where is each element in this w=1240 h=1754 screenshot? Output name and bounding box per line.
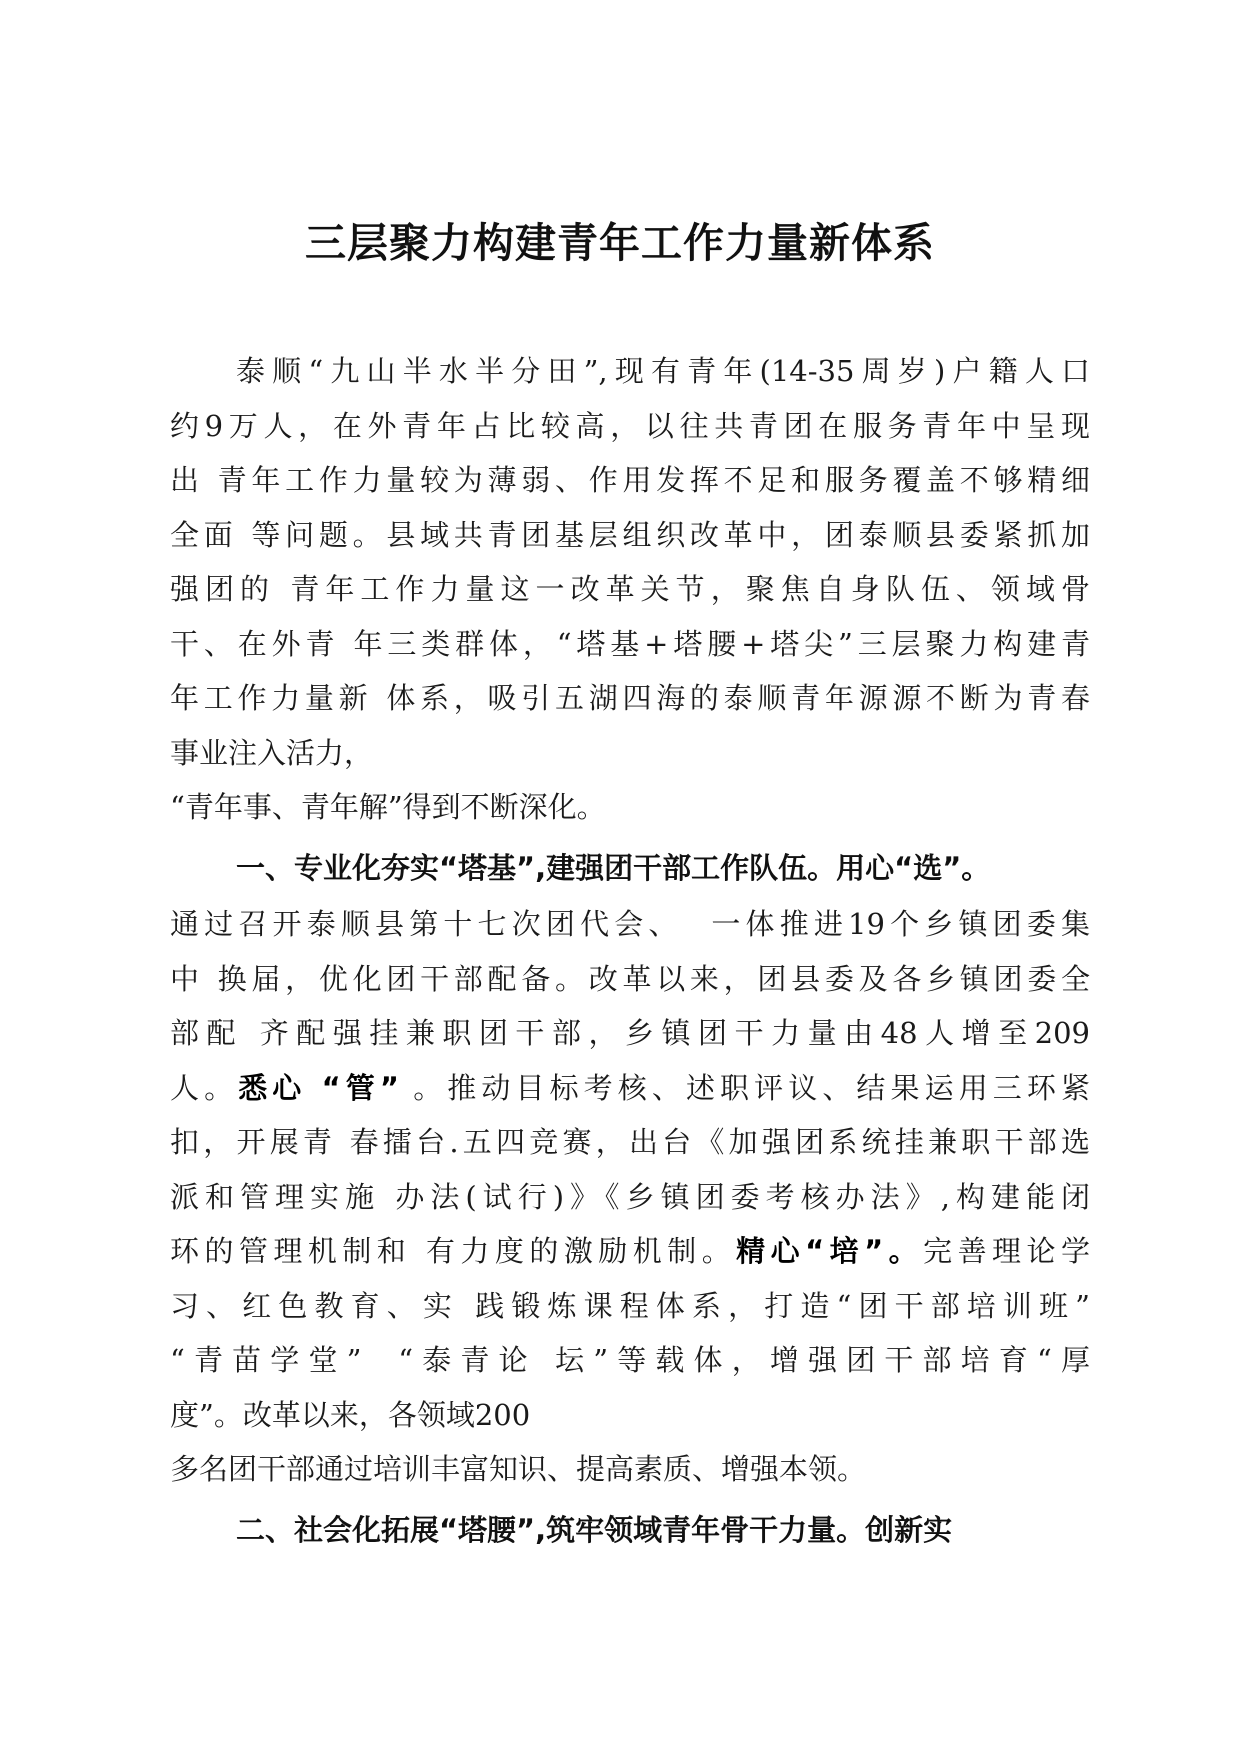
section-heading-1: 一、专业化夯实“塔基”,建强团干部工作队伍。用心“选”。 [236, 850, 991, 885]
document-body [170, 344, 1090, 1559]
text-line-mixed [170, 1061, 1090, 1116]
text-line: “青年事、青年解”得到不断深化。 [170, 790, 606, 824]
text-run: 完善理论学 [923, 1234, 1090, 1268]
bold-keyword-manage: 悉心 “管” [238, 1070, 399, 1105]
text-line: 习、红色教育、实 践锻炼课程体系，打造“团干部培训班” [170, 1288, 1090, 1323]
text-line: 干、在外青 年三类群体，“塔基+塔腰+塔尖”三层聚力构建青 [170, 626, 1090, 661]
bold-keyword-train: 精心“培”。 [736, 1234, 924, 1268]
text-line: 度”。改革以来，各领域200 [170, 1397, 531, 1432]
text-line: 通过召开泰顺县第十七次团代会、 一体推进19个乡镇团委集 [170, 907, 1090, 941]
text-run: 人。 [170, 1070, 239, 1105]
text-line: 部配 齐配强挂兼职团干部，乡镇团干力量由48人增至209 [170, 1016, 1090, 1050]
text-line: 扣，开展青 春擂台.五四竞赛，出台《加强团系统挂兼职干部选 [170, 1125, 1090, 1159]
text-line-mixed [170, 1224, 1090, 1279]
document-title: 三层聚力构建青年工作力量新体系 [305, 219, 935, 267]
text-line: 中 换届，优化团干部配备。改革以来，团县委及各乡镇团委全 [170, 961, 1090, 996]
text-line: 多名团干部通过培训丰富知识、提高素质、增强本领。 [170, 1452, 867, 1486]
text-run: 。推动目标考核、述职评议、结果运用三环紧 [398, 1070, 1090, 1105]
text-line: 泰顺“九山半水半分田”,现有青年(14-35周岁)户籍人口 [236, 354, 1090, 388]
text-line: 年工作力量新 体系，吸引五湖四海的泰顺青年源源不断为青春 [170, 681, 1090, 715]
section-heading-2: 二、社会化拓展“塔腰”,筑牢领域青年骨干力量。创新实 [236, 1512, 953, 1547]
text-line: 全面 等问题。县域共青团基层组织改革中，团泰顺县委紧抓加 [170, 517, 1090, 552]
text-line: 强团的 青年工作力量这一改革关节，聚焦自身队伍、领域骨 [170, 572, 1090, 606]
text-line: 出 青年工作力量较为薄弱、作用发挥不足和服务覆盖不够精细 [170, 463, 1090, 497]
text-line: 事业注入活力， [170, 735, 374, 770]
section-1-paragraph [170, 897, 1090, 1497]
text-line: “青苗学堂” “泰青论 坛”等载体，增强团干部培育“厚 [170, 1343, 1090, 1377]
text-run: 环的管理机制和 有力度的激励机制。 [170, 1234, 737, 1268]
intro-paragraph [170, 344, 1090, 835]
text-line: 派和管理实施 办法(试行)》《乡镇团委考核办法》,构建能闭 [170, 1179, 1090, 1214]
text-line: 约9万人，在外青年占比较高，以往共青团在服务青年中呈现 [170, 408, 1090, 443]
